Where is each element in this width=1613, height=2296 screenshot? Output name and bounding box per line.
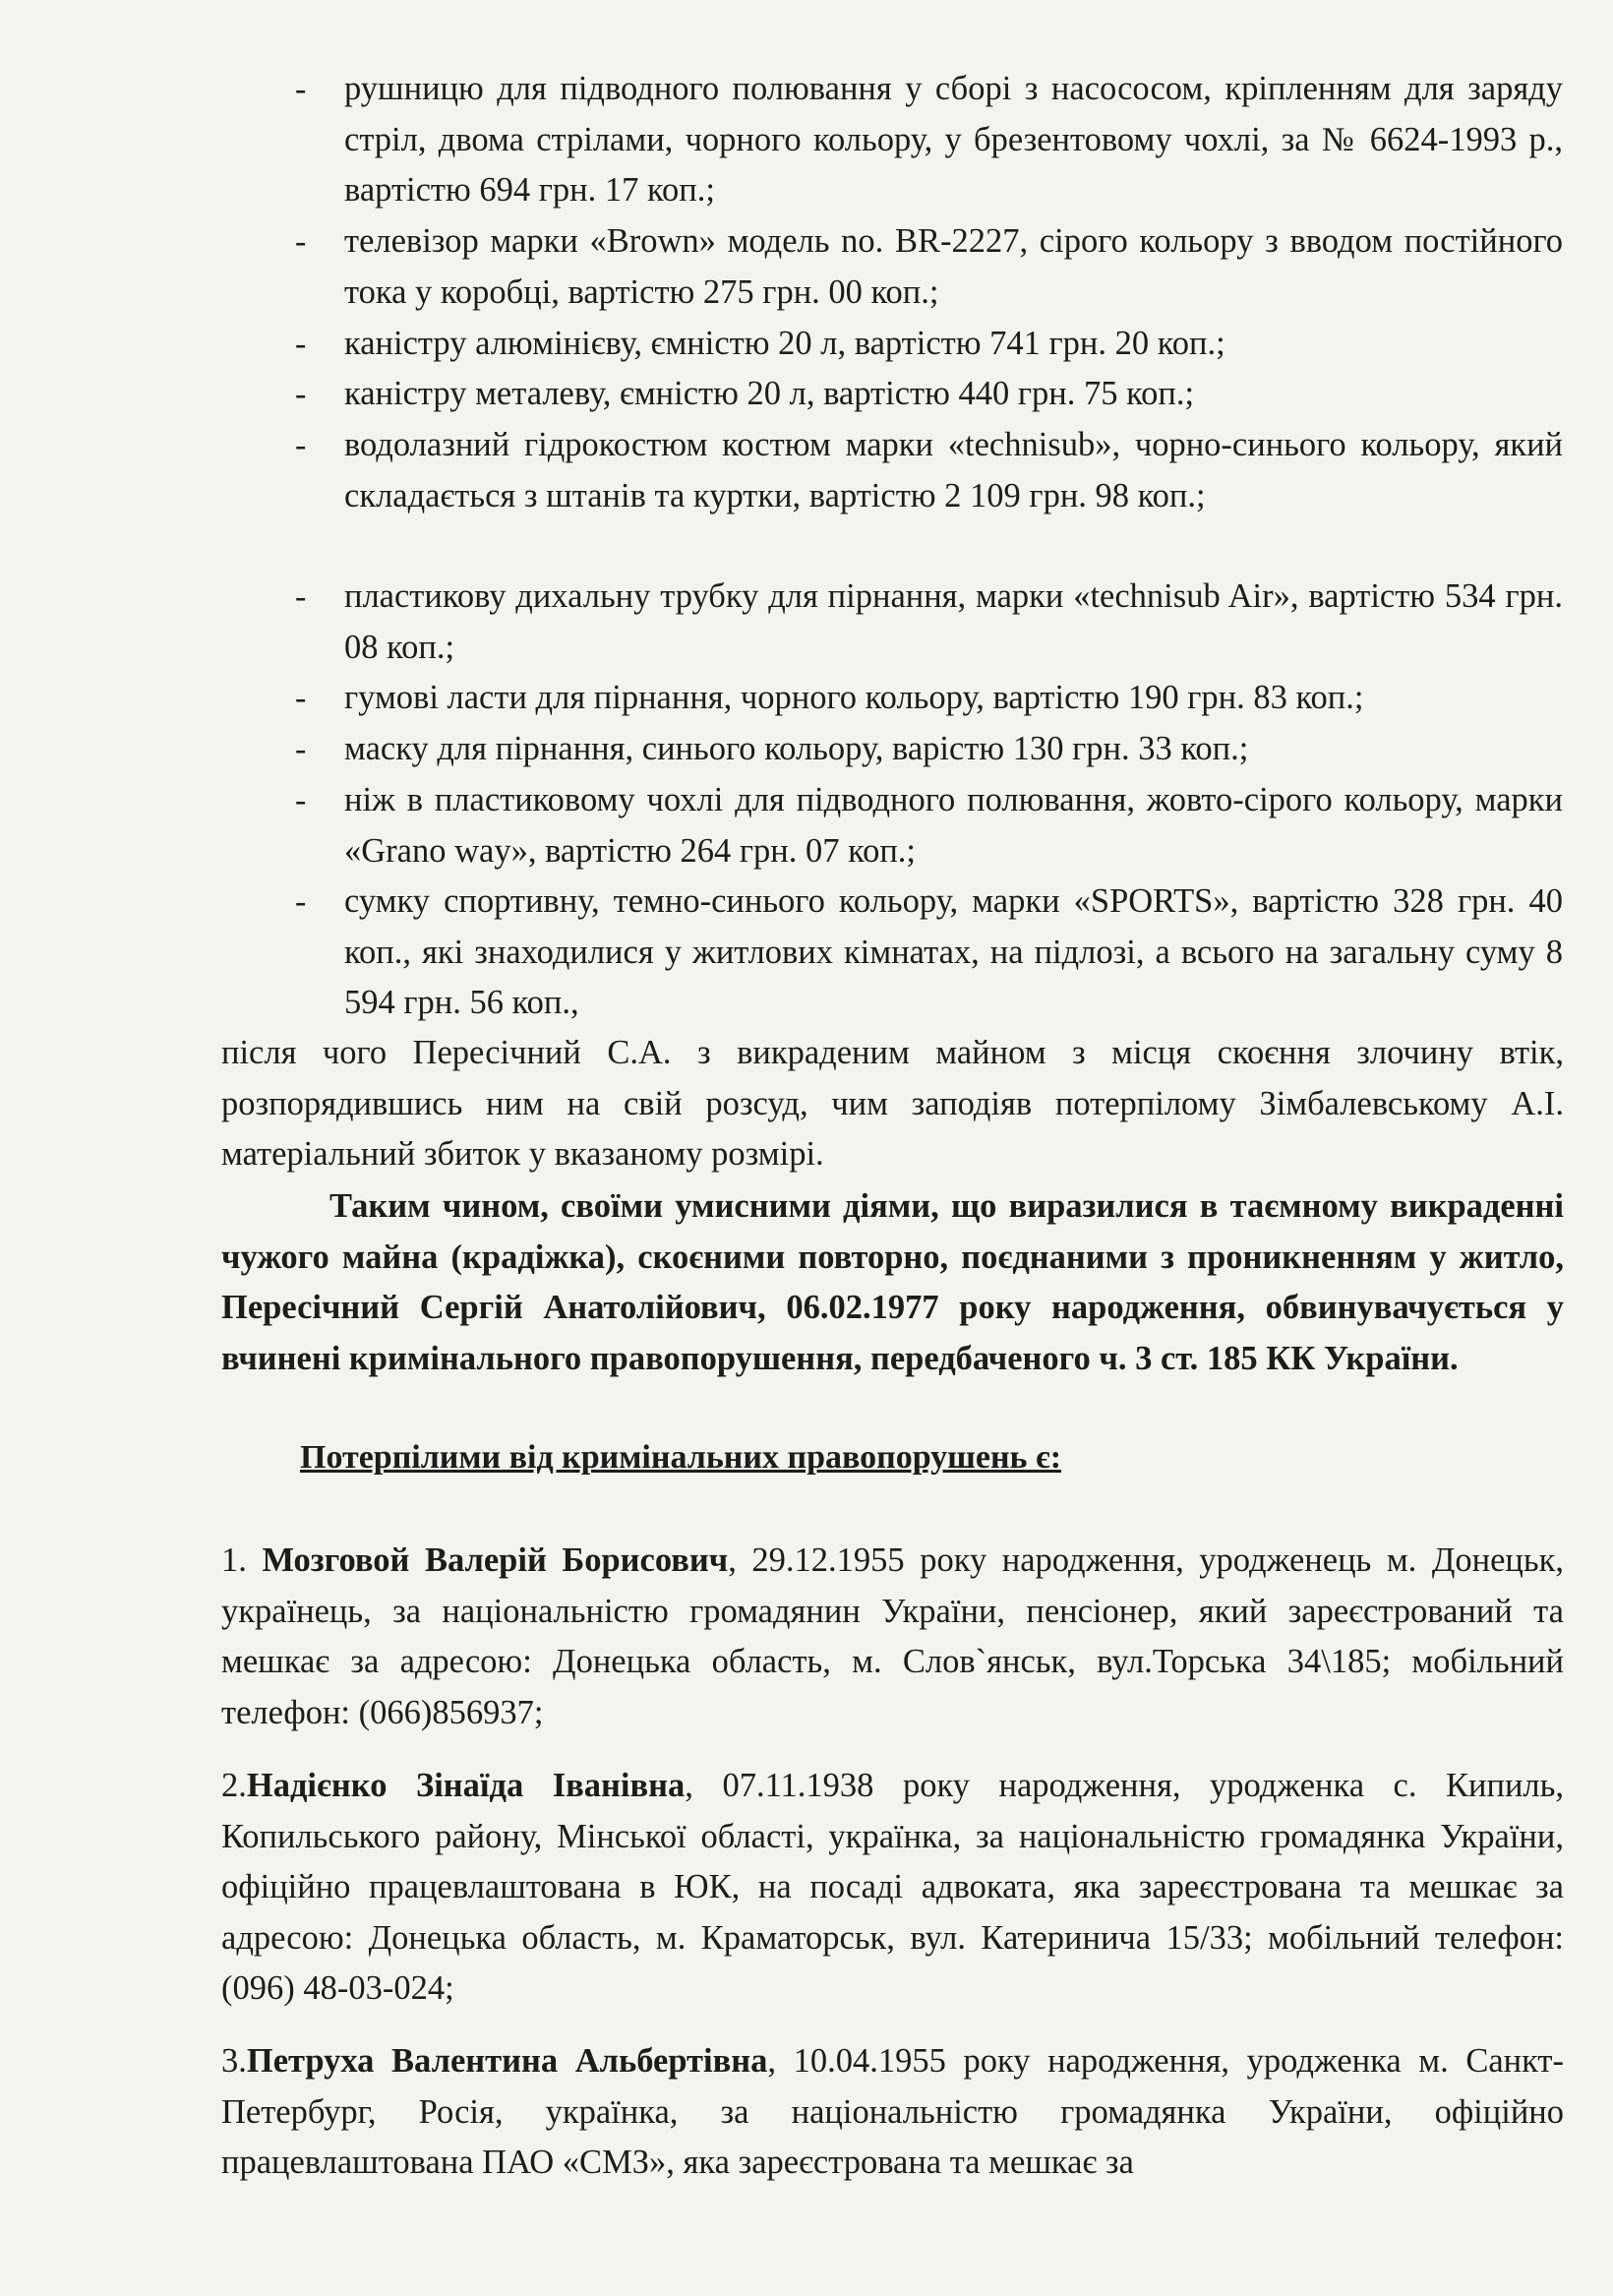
list-item (0, 673, 1563, 724)
list-item (0, 775, 1563, 876)
list-marker: - (295, 680, 307, 716)
list-marker: - (295, 578, 307, 615)
list-item-text: телевізор марки «Brown» модель no. BR-2227, сірого кольору з вводом постійного тока у коробці, вартістю 275 грн. 00 коп.; (344, 222, 1563, 311)
list-item-text: каністру металеву, ємністю 20 л, вартістю 440 грн. 75 коп.; (344, 375, 1195, 412)
list-item-text: рушницю для підводного полювання у сборі з насососом, кріпленням для заряду стріл, двома стрілами, чорного кольору, у брезентовому чохлі, за № 6624-1993 р., вартістю 694 грн. 17 коп.; (344, 70, 1563, 209)
list-marker: - (295, 223, 307, 260)
list-item (0, 319, 1563, 370)
victim-number: 1. (221, 1541, 263, 1579)
list-item (0, 876, 1563, 1029)
list-item (0, 572, 1563, 673)
victim-number: 3. (221, 2042, 247, 2080)
list-marker: - (295, 427, 307, 463)
list-item (0, 369, 1563, 420)
victim-name: Петруха Валентина Альбертівна (246, 2042, 768, 2080)
list-item-text: ніж в пластиковому чохлі для підводного полювання, жовто-сірого кольору, марки «Grano way», вартістю 264 грн. 07 коп.; (344, 781, 1563, 870)
victim-name: Мозговой Валерій Борисович (262, 1541, 729, 1579)
list-marker: - (295, 376, 307, 412)
conclusion-paragraph: Таким чином, своїми умисними діями, що виразилися в таємному викраденні чужого майна (крадіжка), скоєними повторно, поєднаними з проникненням у житло, Пересічний Сергій Анатолійович, 06.02.1977 року народження, обвинувачується у вчинені кримінального правопорушення, передбаченого ч. 3 ст. 185 КК України. (221, 1187, 1564, 1377)
list-marker: - (295, 731, 307, 767)
list-item-text: каністру алюмінієву, ємністю 20 л, вартістю 741 грн. 20 коп.; (344, 325, 1225, 362)
list-item-text: водолазний гідрокостюм костюм марки «technisub», чорно-синього кольору, який складається з штанів та куртки, вартістю 2 109 грн. 98 коп.; (344, 426, 1563, 514)
victims-heading: Потерпілими від кримінальних правопорушень є: (300, 1439, 1062, 1476)
list-item (0, 420, 1563, 521)
victim-number: 2. (221, 1767, 247, 1804)
list-item-text: сумку спортивну, темно-синього кольору, марки «SPORTS», вартістю 328 грн. 40 коп., які знаходилися у житлових кімнатах, на підлозі, а всього на загальну суму 8 594 грн. 56 коп., (344, 882, 1563, 1021)
victim-details: , 10.04.1955 року народження, уродженка м. Санкт-Петербург, Росія, українка, за національністю громадянка України, офіційно працевлаштована ПАО «СМЗ», яка зареєстрована та мешкає за (221, 2042, 1564, 2181)
victim-details: , 29.12.1955 року народження, уродженець м. Донецьк, українець, за національністю громадянин України, пенсіонер, який зареєстрований та мешкає за адресою: Донецька область, м. Слов`янськ, вул.Торська 34\185; мобільний телефон: (066)856937; (221, 1541, 1564, 1731)
after-theft-paragraph: після чого Пересічний С.А. з викраденим майном з місця скоєння злочину втік, розпорядившись ним на свій розсуд, чим заподіяв потерпілому Зімбалевському А.І. матеріальний збиток у вказаному розмірі. (221, 1034, 1564, 1173)
victim-entry (221, 1761, 1564, 2015)
victim-name: Надієнко Зінаїда Іванівна (246, 1767, 686, 1804)
list-item (0, 724, 1563, 775)
victim-entry (221, 2036, 1564, 2189)
list-item (0, 216, 1563, 318)
list-marker: - (295, 71, 307, 107)
list-marker: - (295, 883, 307, 920)
list-marker: - (295, 326, 307, 362)
victim-entry (221, 1536, 1564, 1738)
list-item-text: гумові ласти для пірнання, чорного кольору, вартістю 190 грн. 83 коп.; (344, 679, 1364, 716)
list-item-text: маску для пірнання, синього кольору, варістю 130 грн. 33 коп.; (344, 730, 1249, 767)
list-item (0, 64, 1563, 216)
list-marker: - (295, 782, 307, 818)
victim-details: , 07.11.1938 року народження, уродженка с. Кипиль, Копильського району, Мінської області, українка, за національністю громадянка України, офіційно працевлаштована в ЮК, на посаді адвоката, яка зареєстрована та мешкає за адресою: Донецька область, м. Краматорськ, вул. Катеринича 15/33; мобільний телефон: (096) 48-03-024; (221, 1767, 1565, 2007)
list-item-text: пластикову дихальну трубку для пірнання, марки «technisub Air», вартістю 534 грн. 08 коп.; (344, 577, 1563, 666)
